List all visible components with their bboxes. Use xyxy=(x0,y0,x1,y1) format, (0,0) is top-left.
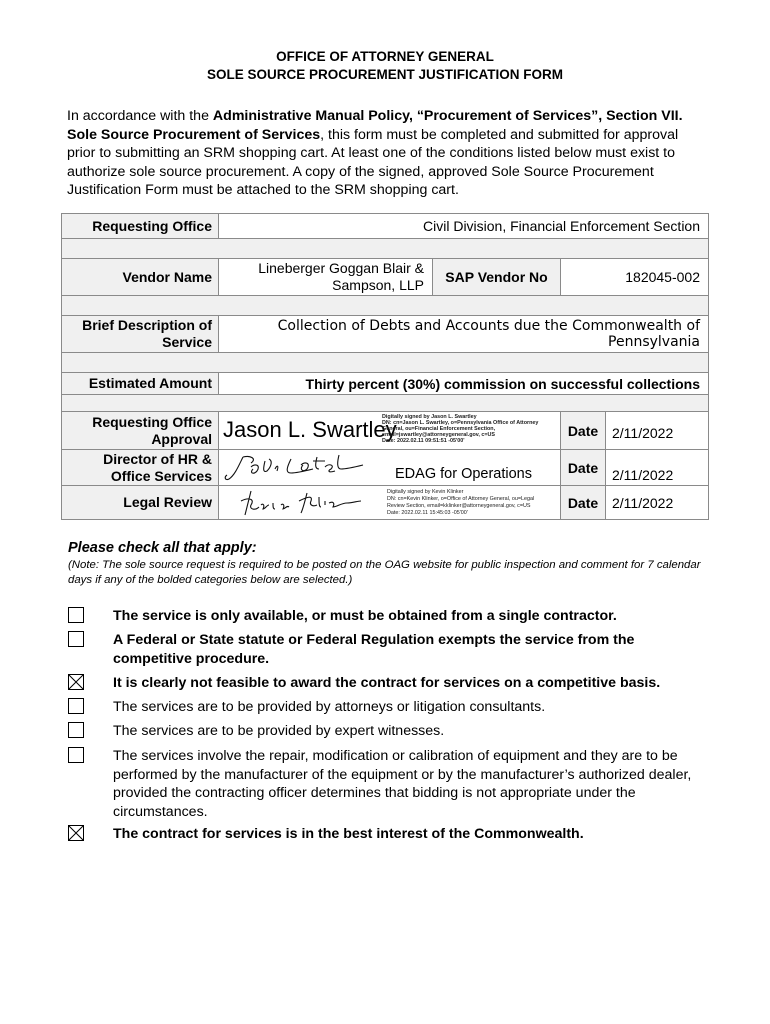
spacer-row xyxy=(62,239,709,259)
hr-row xyxy=(62,450,709,486)
checkbox[interactable] xyxy=(68,607,84,623)
brief-description-value[interactable]: Collection of Debts and Accounts due the Commonwealth of Pennsylvania xyxy=(219,316,709,353)
approval-digital-line-5: Date: 2022.02.11 09:51:51 -05'00' xyxy=(382,438,465,444)
legal-date-value[interactable]: 2/11/2022 xyxy=(606,486,709,520)
spacer-row xyxy=(62,353,709,373)
requesting-office-label: Requesting Office xyxy=(62,214,219,239)
requesting-office-value[interactable]: Civil Division, Financial Enforcement Section xyxy=(219,214,709,239)
hr-date-label: Date xyxy=(561,450,606,486)
checkbox[interactable] xyxy=(68,825,84,841)
intro-paragraph xyxy=(67,107,707,200)
estimated-amount-value[interactable]: Thirty percent (30%) commission on successful collections xyxy=(219,373,709,395)
approval-signer-name: Jason L. Swartley xyxy=(223,417,397,442)
sap-vendor-label: SAP Vendor No xyxy=(433,259,561,296)
approval-digital-line-1: Digitally signed by Jason L. Swartley xyxy=(382,414,477,420)
checklist-note: (Note: The sole source request is required to be posted on the OAG website for public inspection and comment for 7 calendar days if any of the bolded categories below are selected.) xyxy=(68,559,701,586)
checklist-item-text: The contract for services is in the best interest of the Commonwealth. xyxy=(113,826,584,842)
vendor-name-value[interactable]: Lineberger Goggan Blair & Sampson, LLP xyxy=(219,259,433,296)
checklist-item-text: The service is only available, or must be obtained from a single contractor. xyxy=(113,608,617,624)
approval-date-value[interactable]: 2/11/2022 xyxy=(606,412,709,450)
check-x-icon xyxy=(69,826,83,840)
spacer-row xyxy=(62,395,709,412)
hr-handwritten-signature xyxy=(221,451,371,485)
legal-row xyxy=(62,486,709,520)
check-x-icon xyxy=(69,675,83,689)
checkbox[interactable] xyxy=(68,747,84,763)
legal-digital-line-1: Digitally signed by Kevin Klinker xyxy=(387,489,464,495)
checklist-item-text: The services involve the repair, modification or calibration of equipment and they are to be performed by the manufacturer of the equipment or by the manufacturer’s authorized dealer, provided the contracting officer determines that bidding is not appropriate under the circumstances. xyxy=(113,748,692,820)
approval-date-label: Date xyxy=(561,412,606,450)
legal-digital-line-3: Review Section, email=kklinker@attorneygeneral.gov, c=US xyxy=(387,503,531,509)
intro-suffix: , this form must be completed and submitted for approval prior to submitting an SRM shopping cart. At least one of the conditions listed below must exist to authorize sole source procurement. A copy of the signed, approved Sole Source Procurement Justification Form must be attached to the SRM shopping cart. xyxy=(67,126,679,199)
form-title xyxy=(0,48,770,84)
vendor-row xyxy=(62,259,709,296)
brief-description-label: Brief Description of Service xyxy=(62,316,219,353)
legal-digital-line-2: DN: cn=Kevin Klinker, o=Office of Attorney General, ou=Legal xyxy=(387,496,535,502)
checklist-item-text: The services are to be provided by attorneys or litigation consultants. xyxy=(113,699,546,715)
requesting-office-row xyxy=(62,214,709,239)
estimated-amount-label: Estimated Amount xyxy=(62,373,219,395)
checklist-item-text: The services are to be provided by expert witnesses. xyxy=(113,723,445,739)
approval-label: Requesting Office Approval xyxy=(62,412,219,450)
legal-date-label: Date xyxy=(561,486,606,520)
checklist-item-text: A Federal or State statute or Federal Regulation exempts the service from the competitive procedure. xyxy=(113,632,635,667)
checklist-title: Please check all that apply: xyxy=(68,540,257,556)
approval-row xyxy=(62,412,709,450)
legal-digital-line-4: Date: 2022.02.11 15:45:03 -05'00' xyxy=(387,510,468,516)
approval-digital-line-2: DN: cn=Jason L. Swartley, o=Pennsylvania Office of Attorney xyxy=(382,420,539,426)
legal-handwritten-signature xyxy=(221,487,371,519)
intro-policy: Administrative Manual Policy, “Procurement of Services”, Section VII. Sole Source Procurement of Services xyxy=(67,108,683,143)
approval-digital-line-4: email=jswartley@attorneygeneral.gov, c=US xyxy=(382,432,496,438)
procurement-form-table xyxy=(61,213,709,520)
hr-date-value[interactable]: 2/11/2022 xyxy=(606,450,709,486)
approval-signature-field[interactable] xyxy=(219,412,561,450)
hr-label: Director of HR & Office Services xyxy=(62,450,219,486)
checkbox[interactable] xyxy=(68,631,84,647)
checklist-section xyxy=(68,540,708,588)
form-heading: SOLE SOURCE PROCUREMENT JUSTIFICATION FORM xyxy=(206,67,563,82)
intro-prefix: In accordance with the xyxy=(67,108,213,124)
amount-row xyxy=(62,373,709,395)
checkbox[interactable] xyxy=(68,674,84,690)
office-heading: OFFICE OF ATTORNEY GENERAL xyxy=(276,49,494,64)
vendor-name-label: Vendor Name xyxy=(62,259,219,296)
approval-digital-line-3: General, ou=Financial Enforcement Section, xyxy=(382,426,496,432)
checkbox[interactable] xyxy=(68,698,84,714)
hr-signature-field[interactable] xyxy=(219,450,561,486)
checklist-item-text: It is clearly not feasible to award the contract for services on a competitive basis. xyxy=(113,675,661,691)
checkbox[interactable] xyxy=(68,722,84,738)
hr-note: EDAG for Operations xyxy=(395,466,532,482)
legal-signature-field[interactable] xyxy=(219,486,561,520)
description-row xyxy=(62,316,709,353)
legal-review-label: Legal Review xyxy=(62,486,219,520)
sap-vendor-value[interactable]: 182045-002 xyxy=(561,259,709,296)
spacer-row xyxy=(62,296,709,316)
